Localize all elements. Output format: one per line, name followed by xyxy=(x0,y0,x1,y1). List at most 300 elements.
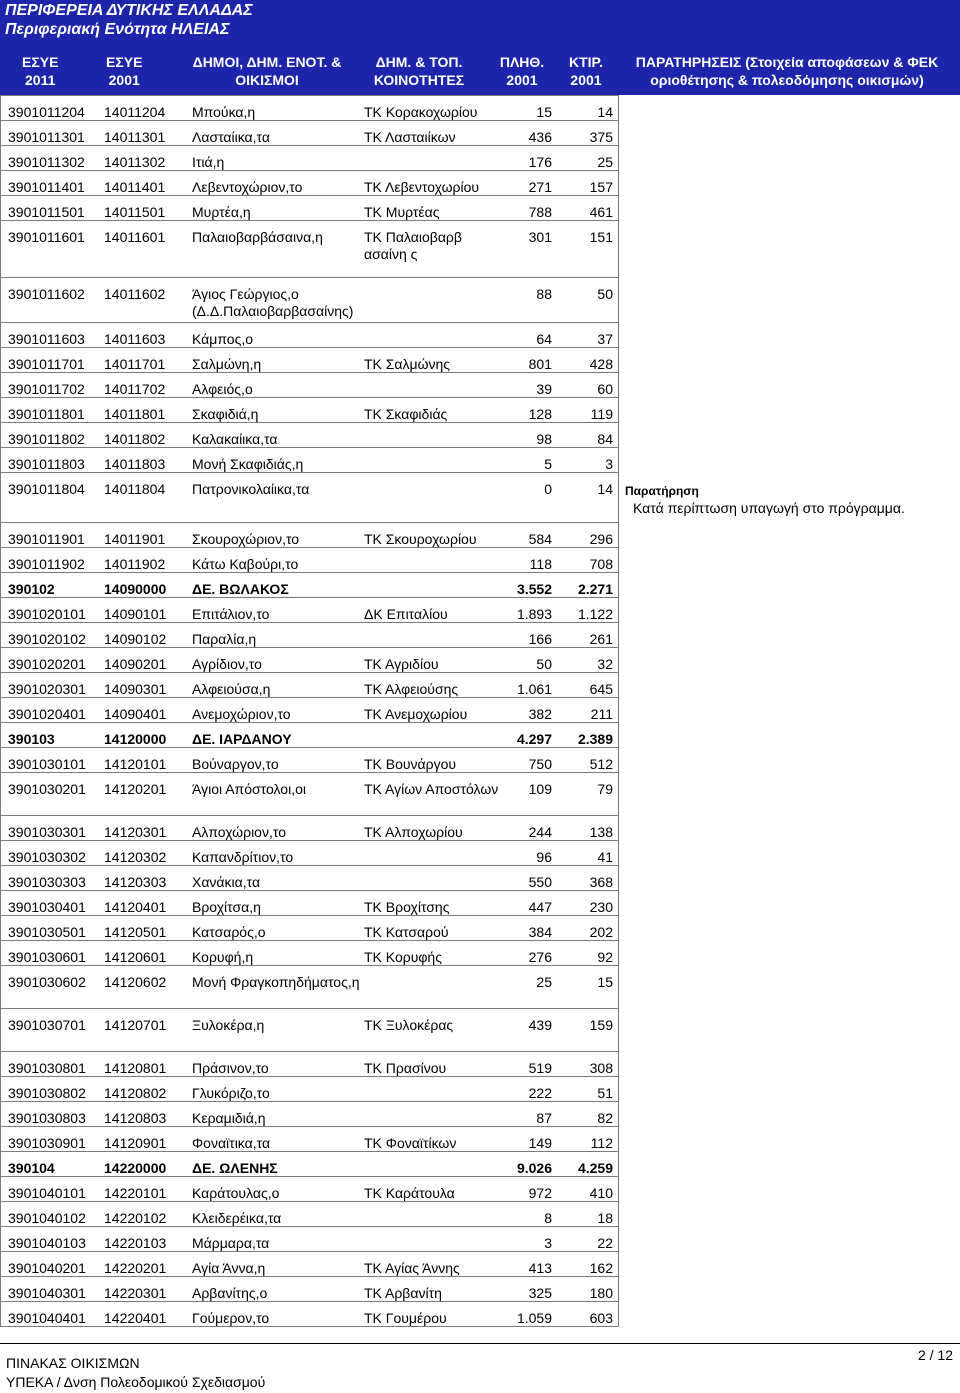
settlements-table xyxy=(0,95,960,1327)
settlement-name: Αρβανίτης,ο xyxy=(192,1285,268,1301)
population-2001: 439 xyxy=(528,1017,552,1033)
row-divider xyxy=(0,1051,618,1052)
code-2011: 3901011501 xyxy=(8,204,85,220)
population-2001: 436 xyxy=(528,129,552,145)
code-2011: 3901040401 xyxy=(8,1310,86,1326)
code-2001: 14220103 xyxy=(104,1235,167,1251)
code-2001: 14120602 xyxy=(104,974,167,990)
population-2001: 382 xyxy=(528,706,552,722)
buildings-2001: 151 xyxy=(589,229,613,245)
settlement-name: Αλφειούσα,η xyxy=(192,681,271,697)
table-row xyxy=(0,706,960,731)
population-2001: 801 xyxy=(528,356,552,372)
settlement-name: Μάρμαρα,τα xyxy=(192,1235,270,1251)
row-divider xyxy=(0,1276,618,1277)
row-divider xyxy=(0,422,618,423)
population-2001: 3.552 xyxy=(516,581,552,597)
row-divider xyxy=(0,572,618,573)
table-row xyxy=(0,104,960,129)
population-2001: 128 xyxy=(528,406,552,422)
code-2011: 3901011701 xyxy=(8,356,85,372)
table-row xyxy=(0,924,960,949)
table-row xyxy=(0,974,960,1017)
population-2001: 244 xyxy=(528,824,552,840)
population-2001: 4.297 xyxy=(516,731,552,747)
buildings-2001: 157 xyxy=(589,179,613,195)
community-name: ΤΚ Βροχίτσης xyxy=(364,899,450,915)
code-2011: 390104 xyxy=(8,1160,55,1176)
table-row xyxy=(0,456,960,481)
code-2011: 3901020201 xyxy=(8,656,86,672)
table-row xyxy=(0,756,960,781)
population-2001: 271 xyxy=(528,179,552,195)
settlement-name: Ξυλοκέρα,η xyxy=(192,1017,265,1033)
code-2011: 390103 xyxy=(8,731,55,747)
table-row xyxy=(0,204,960,229)
code-2001: 14011901 xyxy=(104,531,166,547)
row-divider xyxy=(0,1326,618,1327)
population-2001: 325 xyxy=(528,1285,552,1301)
code-2001: 14011302 xyxy=(104,154,166,170)
settlement-name: Σαλμώνη,η xyxy=(192,356,262,372)
settlement-name: Μυρτέα,η xyxy=(192,204,251,220)
code-2011: 3901040201 xyxy=(8,1260,86,1276)
population-2001: 9.026 xyxy=(516,1160,552,1176)
buildings-2001: 82 xyxy=(597,1110,613,1126)
buildings-2001: 2.271 xyxy=(577,581,613,597)
row-divider xyxy=(0,622,618,623)
population-2001: 447 xyxy=(528,899,552,915)
region-title: ΠΕΡΙΦΕΡΕΙΑ ΔΥΤΙΚΗΣ ΕΛΛΑΔΑΣ xyxy=(5,2,253,19)
code-2011: 3901011401 xyxy=(8,179,85,195)
buildings-2001: 1.122 xyxy=(577,606,613,622)
code-2011: 3901030802 xyxy=(8,1085,86,1101)
row-divider xyxy=(0,1076,618,1077)
population-2001: 0 xyxy=(544,481,552,497)
community-name: ΤΚ Ανεμοχωρίου xyxy=(364,706,468,722)
buildings-2001: 50 xyxy=(597,286,613,302)
population-2001: 149 xyxy=(528,1135,552,1151)
table-row xyxy=(0,1017,960,1060)
buildings-2001: 308 xyxy=(589,1060,613,1076)
code-2011: 3901011901 xyxy=(8,531,85,547)
community-name: ΤΚ Φοναϊτίκων xyxy=(364,1135,457,1151)
buildings-2001: 230 xyxy=(589,899,613,915)
community-name: ΔΚ Επιταλίου xyxy=(364,606,448,622)
settlement-name: Άγιος Γεώργιος,ο (Δ.Δ.Παλαιοβαρβασαίνης) xyxy=(192,286,354,319)
table-row xyxy=(0,286,960,331)
buildings-2001: 138 xyxy=(589,824,613,840)
population-2001: 15 xyxy=(536,104,552,120)
code-2011: 3901040301 xyxy=(8,1285,86,1301)
code-2001: 14120301 xyxy=(104,824,167,840)
population-2001: 788 xyxy=(528,204,552,220)
buildings-2001: 14 xyxy=(597,481,613,497)
table-row xyxy=(0,1285,960,1310)
row-divider xyxy=(0,220,618,221)
settlement-name: Κατσαρός,ο xyxy=(192,924,266,940)
code-2001: 14011802 xyxy=(104,431,166,447)
code-2001: 14220401 xyxy=(104,1310,167,1326)
unit-subtitle: Περιφεριακή Ενότητα ΗΛΕΙΑΣ xyxy=(5,21,230,38)
row-divider xyxy=(0,447,618,448)
buildings-2001: 645 xyxy=(589,681,613,697)
settlement-name: Βροχίτσα,η xyxy=(192,899,261,915)
settlement-name: Αγρίδιον,το xyxy=(192,656,262,672)
settlement-name: Πατρονικολαίικα,τα xyxy=(192,481,310,497)
buildings-2001: 37 xyxy=(597,331,613,347)
row-divider xyxy=(0,597,618,598)
buildings-2001: 162 xyxy=(589,1260,613,1276)
buildings-2001: 60 xyxy=(597,381,613,397)
community-name: ΤΚ Γουμέρου xyxy=(364,1310,447,1326)
population-2001: 222 xyxy=(528,1085,552,1101)
code-2001: 14120401 xyxy=(104,899,167,915)
footer-table-name: ΠΙΝΑΚΑΣ ΟΙΚΙΣΜΩΝ xyxy=(6,1355,140,1371)
population-2001: 64 xyxy=(536,331,552,347)
population-2001: 3 xyxy=(544,1235,552,1251)
population-2001: 301 xyxy=(528,229,552,245)
buildings-2001: 159 xyxy=(589,1017,613,1033)
population-2001: 5 xyxy=(544,456,552,472)
buildings-2001: 410 xyxy=(589,1185,613,1201)
col-header-esye-2011: ΕΣΥΕ 2011 xyxy=(22,54,59,88)
settlement-name: Παραλία,η xyxy=(192,631,257,647)
code-2001: 14011701 xyxy=(104,356,166,372)
settlement-name: Σκουροχώριον,το xyxy=(192,531,300,547)
settlement-name: Ανεμοχώριον,το xyxy=(192,706,291,722)
settlement-name: Επιτάλιον,το xyxy=(192,606,270,622)
community-name: ΤΚ Καράτουλα xyxy=(364,1185,455,1201)
row-divider xyxy=(0,1008,618,1009)
code-2011: 3901040102 xyxy=(8,1210,86,1226)
settlement-name: Κλειδερέικα,τα xyxy=(192,1210,282,1226)
col-header-buildings: ΚΤΙΡ. 2001 xyxy=(569,54,603,88)
community-name: ΤΚ Λασταιίκων xyxy=(364,129,456,145)
buildings-2001: 3 xyxy=(605,456,613,472)
population-2001: 1.059 xyxy=(516,1310,552,1326)
row-divider xyxy=(0,1101,618,1102)
table-row xyxy=(0,631,960,656)
row-divider xyxy=(0,915,618,916)
code-2011: 3901040101 xyxy=(8,1185,86,1201)
table-row xyxy=(0,154,960,179)
code-2011: 3901030301 xyxy=(8,824,86,840)
community-name: ΤΚ Αγριδίου xyxy=(364,656,439,672)
settlement-name: Πράσινον,το xyxy=(192,1060,269,1076)
code-2001: 14011803 xyxy=(104,456,166,472)
code-2011: 3901030303 xyxy=(8,874,86,890)
table-row xyxy=(0,731,960,756)
buildings-2001: 25 xyxy=(597,154,613,170)
table-row xyxy=(0,179,960,204)
community-name: ΤΚ Λεβεντοχωρίου xyxy=(364,179,480,195)
population-2001: 96 xyxy=(536,849,552,865)
community-name: ΤΚ Παλαιοβαρβασαίνη ς xyxy=(364,229,462,262)
table-row xyxy=(0,581,960,606)
settlement-name: Καράτουλας,ο xyxy=(192,1185,280,1201)
col-header-esye-2001: ΕΣΥΕ 2001 xyxy=(106,54,143,88)
settlement-name: Λασταίικα,τα xyxy=(192,129,270,145)
settlement-name: Άγιοι Απόστολοι,οι xyxy=(192,781,306,797)
code-2011: 3901011902 xyxy=(8,556,85,572)
footer-agency: ΥΠΕΚΑ / Δνση Πολεοδομικού Σχεδιασμού xyxy=(6,1374,266,1390)
code-2011: 3901011302 xyxy=(8,154,85,170)
table-row xyxy=(0,949,960,974)
row-divider xyxy=(0,95,618,96)
code-2001: 14220201 xyxy=(104,1260,167,1276)
code-2011: 3901011601 xyxy=(8,229,85,245)
code-2001: 14011603 xyxy=(104,331,166,347)
footer-divider xyxy=(0,1343,960,1344)
row-divider xyxy=(0,347,618,348)
table-row xyxy=(0,606,960,631)
table-row xyxy=(0,824,960,849)
col-header-remarks: ΠΑΡΑΤΗΡΗΣΕΙΣ (Στοιχεία αποφάσεων & ΦΕΚ οριοθέτησης & πολεοδόμησης οικισμών) xyxy=(635,54,939,88)
settlement-name: Μονή Φραγκοπηδήματος,η xyxy=(192,974,360,990)
population-2001: 25 xyxy=(536,974,552,990)
population-2001: 88 xyxy=(536,286,552,302)
population-2001: 413 xyxy=(528,1260,552,1276)
table-row xyxy=(0,331,960,356)
settlement-name: Αλποχώριον,το xyxy=(192,824,286,840)
row-divider xyxy=(0,890,618,891)
code-2001: 14011501 xyxy=(104,204,166,220)
code-2011: 3901011804 xyxy=(8,481,85,497)
settlement-name: Γούμερον,το xyxy=(192,1310,270,1326)
buildings-2001: 180 xyxy=(589,1285,613,1301)
table-row xyxy=(0,556,960,581)
row-divider xyxy=(0,170,618,171)
population-2001: 39 xyxy=(536,381,552,397)
row-divider xyxy=(0,120,618,121)
row-divider xyxy=(0,747,618,748)
population-2001: 1.061 xyxy=(516,681,552,697)
code-2011: 3901011603 xyxy=(8,331,85,347)
community-name: ΤΚ Πρασίνου xyxy=(364,1060,447,1076)
population-2001: 166 xyxy=(528,631,552,647)
row-divider xyxy=(0,1251,618,1252)
code-2011: 3901030302 xyxy=(8,849,86,865)
code-2011: 3901011702 xyxy=(8,381,85,397)
buildings-2001: 119 xyxy=(590,406,613,422)
row-divider xyxy=(0,940,618,941)
row-divider xyxy=(0,1126,618,1127)
col-header-population: ΠΛΗΘ. 2001 xyxy=(499,54,545,88)
code-2001: 14120803 xyxy=(104,1110,167,1126)
row-divider xyxy=(0,672,618,673)
table-row xyxy=(0,1210,960,1235)
code-2011: 3901030701 xyxy=(8,1017,86,1033)
table-row xyxy=(0,356,960,381)
settlement-name: Κάτω Καβούρι,το xyxy=(192,556,299,572)
row-divider xyxy=(0,195,618,196)
settlement-name: ΔΕ. ΩΛΕΝΗΣ xyxy=(192,1160,278,1176)
code-2001: 14120601 xyxy=(104,949,167,965)
code-2001: 14220102 xyxy=(104,1210,167,1226)
code-2011: 3901030401 xyxy=(8,899,86,915)
table-row xyxy=(0,1110,960,1135)
table-row xyxy=(0,899,960,924)
settlement-name: Ιτιά,η xyxy=(192,154,225,170)
table-row xyxy=(0,681,960,706)
code-2001: 14120302 xyxy=(104,849,167,865)
code-2001: 14120000 xyxy=(104,731,167,747)
buildings-2001: 18 xyxy=(597,1210,613,1226)
population-2001: 50 xyxy=(536,656,552,672)
table-row xyxy=(0,1185,960,1210)
settlement-name: Βούναργον,το xyxy=(192,756,279,772)
code-2001: 14090102 xyxy=(104,631,167,647)
row-divider xyxy=(0,322,618,323)
code-2011: 3901011602 xyxy=(8,286,85,302)
settlement-name: ΔΕ. ΙΑΡΔΑΝΟΥ xyxy=(192,731,292,747)
population-2001: 750 xyxy=(528,756,552,772)
code-2011: 3901011801 xyxy=(8,406,85,422)
row-divider xyxy=(0,1226,618,1227)
settlement-name: Λεβεντοχώριον,το xyxy=(192,179,303,195)
code-2001: 14090101 xyxy=(104,606,167,622)
row-divider xyxy=(0,522,618,523)
row-divider xyxy=(0,840,618,841)
code-2001: 14120201 xyxy=(104,781,167,797)
table-row xyxy=(0,1260,960,1285)
table-row xyxy=(0,531,960,556)
code-2011: 3901011301 xyxy=(8,129,85,145)
community-name: ΤΚ Βουνάργου xyxy=(364,756,457,772)
buildings-2001: 22 xyxy=(597,1235,613,1251)
buildings-2001: 368 xyxy=(589,874,613,890)
buildings-2001: 79 xyxy=(597,781,613,797)
code-2001: 14220101 xyxy=(104,1185,167,1201)
population-2001: 8 xyxy=(544,1210,552,1226)
code-2011: 3901030602 xyxy=(8,974,86,990)
settlement-name: Καλακαίικα,τα xyxy=(192,431,278,447)
buildings-2001: 261 xyxy=(589,631,613,647)
remark-label: Παρατήρηση xyxy=(625,484,699,498)
community-name: ΤΚ Σκουροχωρίου xyxy=(364,531,477,547)
buildings-2001: 428 xyxy=(589,356,613,372)
buildings-2001: 296 xyxy=(589,531,613,547)
code-2001: 14090401 xyxy=(104,706,167,722)
code-2001: 14011702 xyxy=(104,381,166,397)
table-row xyxy=(0,1160,960,1185)
buildings-2001: 92 xyxy=(597,949,613,965)
table-row xyxy=(0,1085,960,1110)
code-2011: 3901020101 xyxy=(8,606,86,622)
code-2001: 14011804 xyxy=(104,481,166,497)
code-2001: 14120501 xyxy=(104,924,167,940)
code-2001: 14220301 xyxy=(104,1285,167,1301)
community-name: ΤΚ Κορυφής xyxy=(364,949,442,965)
community-name: ΤΚ Μυρτέας xyxy=(364,204,440,220)
row-divider xyxy=(0,472,618,473)
code-2001: 14090301 xyxy=(104,681,167,697)
settlement-name: Φοναϊτικα,τα xyxy=(192,1135,271,1151)
row-divider xyxy=(0,772,618,773)
population-2001: 109 xyxy=(528,781,552,797)
population-2001: 118 xyxy=(529,556,552,572)
buildings-2001: 15 xyxy=(597,974,613,990)
code-2001: 14120303 xyxy=(104,874,167,890)
buildings-2001: 202 xyxy=(589,924,613,940)
population-2001: 87 xyxy=(536,1110,552,1126)
settlement-name: Κάμπος,ο xyxy=(192,331,253,347)
code-2011: 3901020301 xyxy=(8,681,86,697)
settlement-name: Σκαφιδιά,η xyxy=(192,406,259,422)
code-2011: 3901011204 xyxy=(8,104,85,120)
buildings-2001: 112 xyxy=(590,1135,613,1151)
code-2001: 14120701 xyxy=(104,1017,167,1033)
code-2011: 390102 xyxy=(8,581,55,597)
code-2001: 14011204 xyxy=(104,104,166,120)
code-2001: 14011601 xyxy=(104,229,166,245)
code-2001: 14011902 xyxy=(104,556,166,572)
community-name: ΤΚ Σκαφιδιάς xyxy=(364,406,448,422)
table-row xyxy=(0,431,960,456)
community-name: ΤΚ Αλποχωρίου xyxy=(364,824,463,840)
settlement-name: Κορυφή,η xyxy=(192,949,254,965)
row-divider xyxy=(0,722,618,723)
population-2001: 584 xyxy=(528,531,552,547)
table-row xyxy=(0,1060,960,1085)
code-2011: 3901030803 xyxy=(8,1110,86,1126)
settlement-name: ΔΕ. ΒΩΛΑΚΟΣ xyxy=(192,581,289,597)
code-2011: 3901030501 xyxy=(8,924,86,940)
table-row xyxy=(0,874,960,899)
table-row xyxy=(0,1310,960,1335)
page-header xyxy=(0,0,960,95)
row-divider xyxy=(0,647,618,648)
table-row xyxy=(0,849,960,874)
row-divider xyxy=(0,1301,618,1302)
population-2001: 384 xyxy=(528,924,552,940)
population-2001: 98 xyxy=(536,431,552,447)
code-2001: 14090201 xyxy=(104,656,167,672)
buildings-2001: 41 xyxy=(597,849,613,865)
code-2011: 3901040103 xyxy=(8,1235,86,1251)
community-name: ΤΚ Κατσαρού xyxy=(364,924,449,940)
buildings-2001: 512 xyxy=(589,756,613,772)
buildings-2001: 51 xyxy=(597,1085,613,1101)
buildings-2001: 211 xyxy=(590,706,613,722)
settlement-name: Καπανδρίτιον,το xyxy=(192,849,294,865)
code-2001: 14120901 xyxy=(104,1135,167,1151)
buildings-2001: 603 xyxy=(589,1310,613,1326)
community-name: ΤΚ Σαλμώνης xyxy=(364,356,451,372)
row-divider xyxy=(0,697,618,698)
code-2001: 14120101 xyxy=(104,756,167,772)
row-divider xyxy=(0,397,618,398)
code-2001: 14120802 xyxy=(104,1085,167,1101)
row-divider xyxy=(0,277,618,278)
settlement-name: Κεραμιδιά,η xyxy=(192,1110,266,1126)
row-divider xyxy=(0,815,618,816)
community-name: ΤΚ Αγίων Αποστόλων xyxy=(364,781,499,797)
code-2001: 14011602 xyxy=(104,286,166,302)
table-row xyxy=(0,1235,960,1260)
code-2001: 14011401 xyxy=(104,179,166,195)
population-2001: 972 xyxy=(528,1185,552,1201)
row-divider xyxy=(0,1201,618,1202)
settlement-name: Μονή Σκαφιδιάς,η xyxy=(192,456,304,472)
population-2001: 176 xyxy=(528,154,552,170)
code-2011: 3901030201 xyxy=(8,781,86,797)
settlement-name: Μπούκα,η xyxy=(192,104,256,120)
code-2001: 14090000 xyxy=(104,581,167,597)
community-name: ΤΚ Αλφειούσης xyxy=(364,681,459,697)
settlement-name: Χανάκια,τα xyxy=(192,874,261,890)
